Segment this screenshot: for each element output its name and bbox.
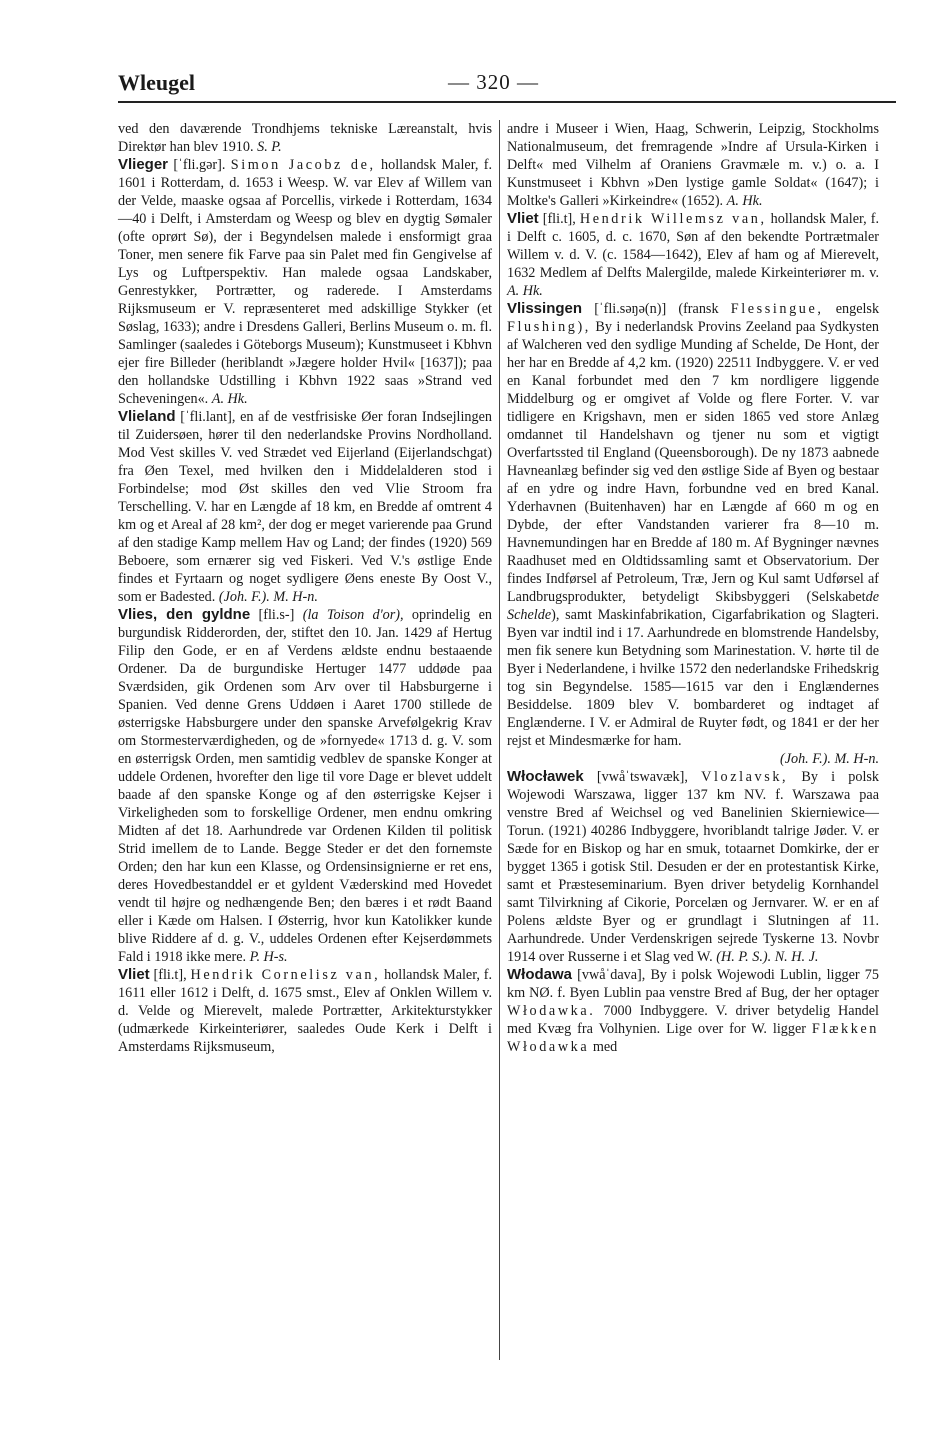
signature: A. Hk. <box>211 391 248 407</box>
signature: S. P. <box>257 139 282 155</box>
signature: P. H-s. <box>249 949 288 965</box>
entry-text: By i polsk Wojewodi Warszawa, ligger 137 km NV. f. Warszawa paa venstre Bred af Weichsel og ved Banelinien Skierniewice—Torun. (1921) 40286 Indbyggere, hvoriblandt talrige Jøder. V. er Sæde for en Biskop og har en smuk, totaarnet Domkirke, der er bygget 1365 i gotisk Stil. Desuden er der en protestantisk Kirke, samt et Præsteseminarium. Byen driver betydelig Kornhandel samt Tilvirkning af Cikorie, Porcelæn og Jernvarer. W. er en af Polens ældste Byer og er grundlagt i Slutningen af 11. Aarhundrede. Under Verdenskrigen sejrede Tyskerne 13. Novbr 1914 over Russerne i et Slag ved W. <box>507 769 880 965</box>
headword: Włodawa <box>507 966 573 983</box>
alt-name: Vlozlavsk, <box>701 769 789 785</box>
entry-text: By i polsk Wojewodi Lublin, ligger 75 km NØ. f. Byen Lublin paa venstre Bred af Bug, der her optager <box>507 967 879 1001</box>
person-name: Simon Jacobz de, <box>230 157 376 173</box>
person-name: Hendrik Willemsz van, <box>579 211 767 227</box>
pronunciation: [ˈfli.səŋə(n)] <box>594 301 667 317</box>
entry-wloclawek <box>507 768 879 966</box>
pronunciation: [vwåˈdava], <box>577 967 646 983</box>
pronunciation: [fli.t], <box>542 211 576 227</box>
signature: A. Hk. <box>507 283 543 299</box>
signature: (H. P. S.). N. H. J. <box>716 949 819 965</box>
entry-text-3: med <box>592 1039 618 1055</box>
entry-text: By i nederlandsk Provins Zeeland paa Sydkysten af Walcheren ved den sydlige Munding af Schelde, De Hont, der her har en Bredde af 4,2 km. (1920) 22511 Indbyggere. V. er ved en Kanal forbundet med den 7 km nordligere liggende Middelburg og er omgivet af Volde og flere Forter. V. var tidligere en Krigshavn, men er siden 1865 ved store Anlæg omdannet til Handelshavn og tjener nu som et vigtigt Overfartssted til England (Queensborough). De ny 1873 aabnede Havneanlæg befinder sig ved den østlige Side af Byen og bestaar af en ydre og indre Havn, forbundne ved en bred Kanal. Yderhavnen (Buitenhaven) har en Længde af 660 m og en Dybde, der efter Vandstanden varierer fra 8—10 m. Havnemundingen har en Bredde af 180 m. Af Bygninger nævnes Raadhuset med en Oldtidssamling samt et Observatorium. Der findes Indførsel af Petroleum, Træ, Jern og Kul samt Udførsel af Landbrugsprodukter, betydeligt Skibsbyggeri (Selskabet <box>507 319 879 605</box>
right-column <box>507 120 879 1056</box>
entry-vlissingen <box>507 300 879 750</box>
english-label: engelsk <box>835 301 880 317</box>
entry-vliet <box>118 966 492 1056</box>
french-name: Flessingue, <box>730 301 824 317</box>
company-name: de Schelde <box>507 589 879 623</box>
continuation-paragraph <box>507 120 879 210</box>
signature: (Joh. F.). M. H-n. <box>779 751 879 767</box>
entry-text: en af de vestfrisiske Øer foran Indsejlingen til Zuidersøen, hører til den nederlandske Provins Nordholland. Mod Vest skilles V. ved Strædet ved Eijerland (Eijerlandschgat) fra Øen Texel, med hvilken den i Middelalderen stod i Forbindelse; mod Øst skilles den ved Vlie Stroom fra Terschelling. V. har en Længde af 18 km, en Bredde af omtrent 4 km og et Areal af 28 km², der dog er meget varierende paa Grund af den stadige Kamp mellem Hav og Land; der findes (1920) 569 Beboere, som ernærer sig ved Fiskeri. Ved V.'s østlige Ende findes et Fyrtaarn og noget sydligere Øens eneste By Oost V., som er Badested. <box>118 409 493 605</box>
headword: Vlies, den gyldne <box>118 606 251 623</box>
pronunciation: [fli.s-] <box>258 607 295 623</box>
village-name: Flækken Włodawka <box>507 1021 879 1055</box>
entry-vlieger <box>118 156 492 408</box>
pronunciation: [ˈfli.lant], <box>180 409 236 425</box>
french-label: (fransk <box>678 301 719 317</box>
entry-text-2: 7000 Indbyggere. V. driver betydelig Handel med Kvæg fra Volhynien. Lige over for W. ligger <box>507 1003 879 1037</box>
column-divider <box>499 120 500 1360</box>
entry-text: oprindelig en burgundisk Ridderorden, der, stiftet den 10. Jan. 1429 af Hertug Filip den Gode, er en af Verdens ældste endnu bestaaende Ordener. Da de burgundiske Hertuger 1477 uddøde paa Sværdsiden, gik Ordenen som Arv over til Habsburgerne i Spanien. Ved denne Grens Uddøen i Aaret 1700 stillede de østerrigske Habsburgere under den spanske Arvefølgekrig Krav om Stormesterværdigheden, og de »fornyede« 1713 d. g. V. som en østerrigsk Orden, men samtidig vedblev de spanske Konger at uddele Ordenen, hvorefter den lige til vore Dage er blevet uddelt baade af den spanske Konge og af den østerrigske Kejser i Virkeligheden som to forskellige Ordener, men endnu omkring Midten af det 18. Aarhundrede var Ordenen Kilden til politisk Strid imellem de to Lande. Begge Steder er det den fornemste Orden; den har kun een Klasse, og Ordensinsignierne er ret ens, deres Hovedbestanddel er et gyldent Væderskind med Hovedet vendt til højre og nedhængende Ben; den bæres i et rødt Baand eller i Kæde om Halsen. I Østerrig, hvor kun Katolikker kunde blive Riddere af d. g. V., uddeles Ordenen efter Kejserdømmets Fald i 1918 ikke mere. <box>118 607 492 965</box>
entry-vlieland <box>118 408 492 606</box>
pronunciation: [vwåˈtswavæk], <box>596 769 688 785</box>
entry-vlies <box>118 606 492 966</box>
entry-text: hollandsk Maler, f. 1611 eller 1612 i Delft, d. 1675 smst., Elev af Onklen Willem v. d. Velde og Mierevelt, malede Portrætter, Arkitekturstykker (udmærkede Kirkeinteriører, saaledes Oude Kerk i Delft i Amsterdams Rijksmuseum, <box>118 967 493 1055</box>
latin-name: (la Toison d'or), <box>302 607 404 623</box>
river-name: Włodawka. <box>507 1003 596 1019</box>
page-number: — 320 — <box>448 70 539 94</box>
running-headword: Wleugel <box>118 70 195 95</box>
headword: Vliet <box>118 966 150 983</box>
continuation-paragraph <box>118 120 492 156</box>
english-name: Flushing), <box>507 319 591 335</box>
left-column <box>118 120 492 1056</box>
entry-wlodawa <box>507 966 879 1056</box>
headword: Włocławek <box>507 768 584 785</box>
signature: (Joh. F.). M. H-n. <box>218 589 318 605</box>
signature-line <box>507 750 879 768</box>
entry-vliet-willemsz <box>507 210 879 300</box>
header-rule <box>118 101 896 103</box>
pronunciation: [fli.t], <box>153 967 187 983</box>
signature: A. Hk. <box>726 193 763 209</box>
headword: Vlissingen <box>507 300 583 317</box>
continuation-text: andre i Museer i Wien, Haag, Schwerin, Leipzig, Stockholms Nationalmuseum, det fremragende »Indre af Ursula-Kirken i Delft« med Vilhelm af Oraniens Gravmæle m. v.) o. a. I Kunstmuseet i Kbhvn »Den lystige gamle Soldat« (1647); i Moltke's Galleri »Kirkeindre« (1652). <box>507 121 879 209</box>
pronunciation: [ˈfli.gər]. <box>173 157 226 173</box>
running-head <box>118 62 896 102</box>
headword: Vlieland <box>118 408 176 425</box>
headword: Vlieger <box>118 156 169 173</box>
person-name: Hendrik Cornelisz van, <box>190 967 381 983</box>
entry-text: hollandsk Maler, f. i Delft c. 1605, d. c. 1670, Søn af den bekendte Portrætmaler Willem v. d. V. (c. 1584—1642), Elev af ham og af Mierevelt, 1632 Medlem af Delfts Malergilde, malede Kirkeinteriører m. v. <box>507 211 880 281</box>
entry-text: hollandsk Maler, f. 1601 i Rotterdam, d. 1653 i Weesp. W. var Elev af Willem van der Velde, maaske ogsaa af Porcellis, virkede i Rotterdam, 1634—40 i Delft, i Amsterdam og Weesp og blev en dygtig Sømaler (ofte oprørt Sø), der i Begyndelsen malede i ensformigt graa Toner, men senere fik Farve paa sin Palet med fin Gengivelse af Lys og Luftperspektiv. Han malede ogsaa Landskaber, Genrestykker, Portrætter, og raderede. I Amsterdams Rijksmuseum er V. repræsenteret med adskillige Stykker (et Søslag, 1633); andre i Dresdens Galleri, Berlins Museum o. m. fl. Samlinger (saaledes i Göteborgs Museum); Kunstmuseet i Kbhvn ejer fire Billeder (heriblandt »Jægere holder Hvil« [1637]); paa den hollandske Udstilling i Kbhvn 1922 saas »Strand ved Scheveningen«. <box>118 157 493 407</box>
continuation-text: ved den daværende Trondhjems tekniske Læreanstalt, hvis Direktør han blev 1910. <box>118 121 492 155</box>
entry-text-2: ), samt Maskinfabrikation, Cigarfabrikation og Slagteri. Byen var indtil ind i 17. Aarhundrede en blomstrende Handelsby, men fik senere kun Betydning som Marinestation. V. hørte til de Byer i Nederlandene, i hvilke 1572 den nederlandske Frihedskrig tog sin Begyndelse. 1585—1615 var den i Englændernes Besiddelse. 1809 blev V. bombarderet og indtaget af Englænderne. I V. er Admiral de Ruyter født, og 1841 er der her rejst et Mindesmærke for ham. <box>507 607 879 749</box>
headword: Vliet <box>507 210 539 227</box>
